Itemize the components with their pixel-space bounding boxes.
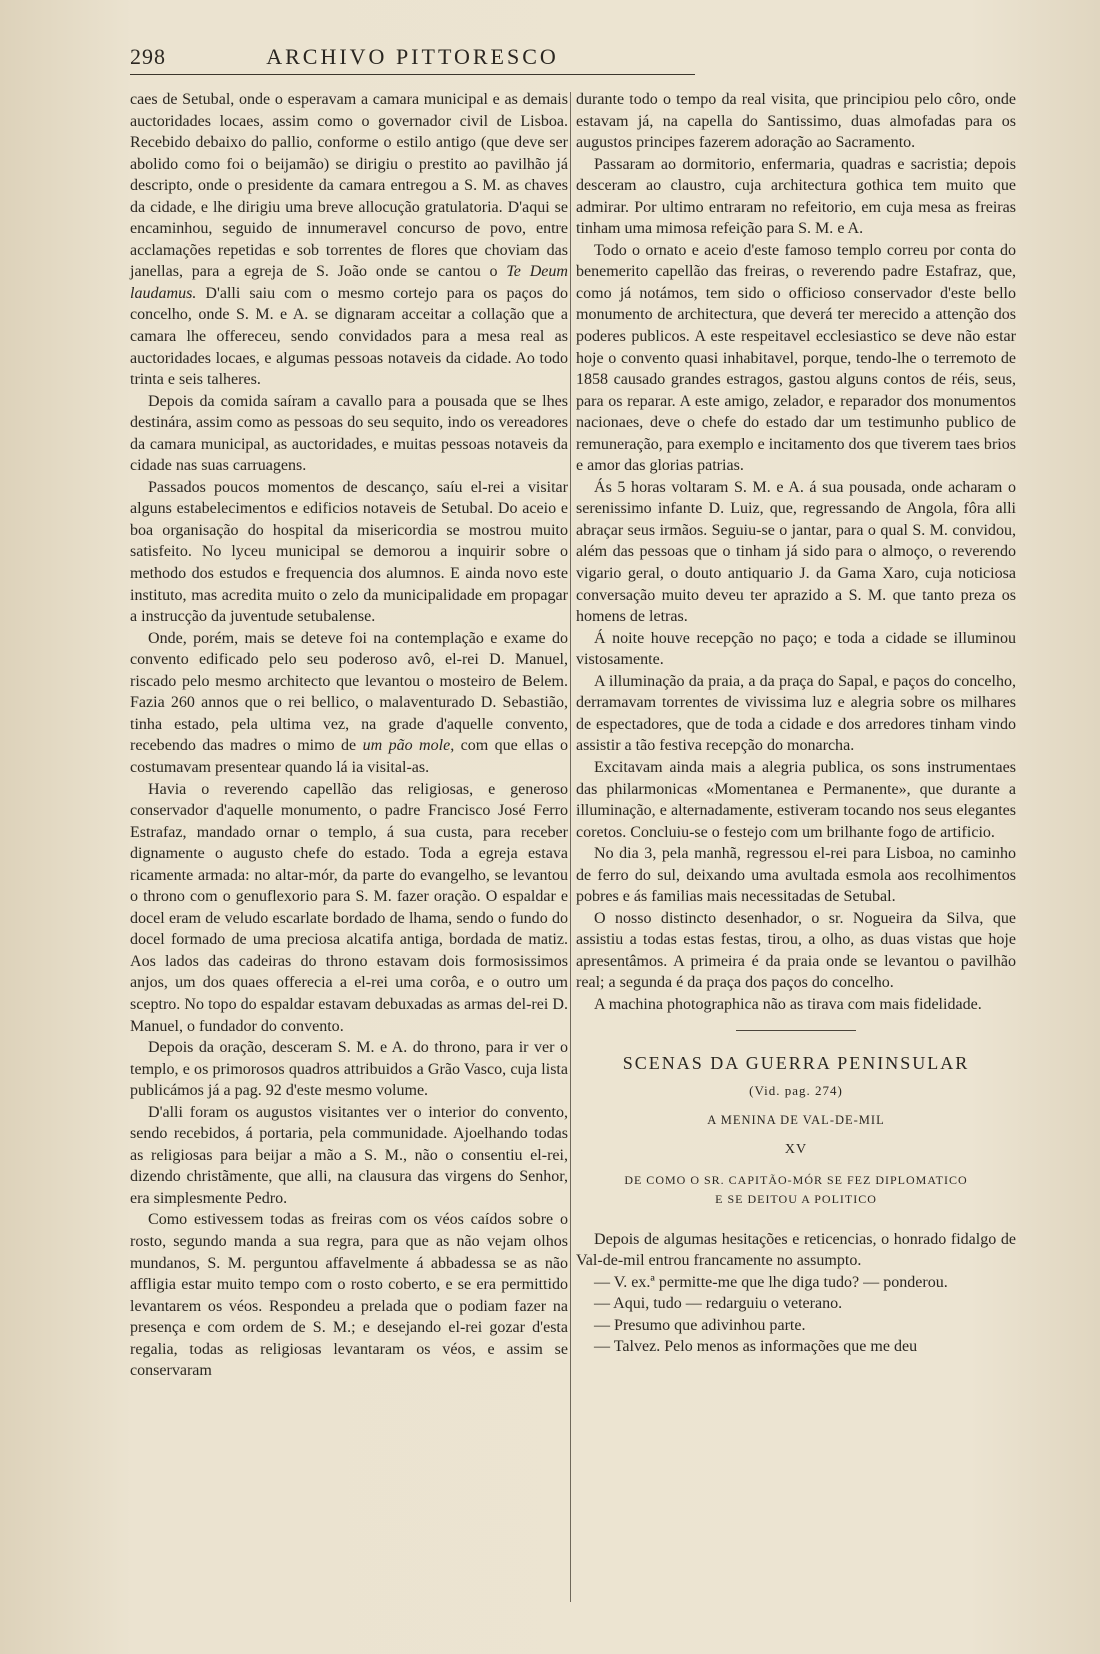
paragraph-text: Passados poucos momentos de descanço, saíu el-rei a visitar alguns estabelecimentos e edificios notaveis de Setubal. Do aceio e boa organisação do hospital da misericordia se mostrou muito satisfeito. No lyceu municipal se demorou a inquirir sobre o methodo dos estudos e frequencia dos alumnos. E ainda novo este instituto, mas acredita muito o zelo da municipalidade em propagar a instrucção da juventude setubalense. (130, 478, 568, 626)
paragraph-text: Passaram ao dormitorio, enfermaria, quadras e sacristia; depois desceram ao claustro, cuja architectura gothica tem muito que admirar. Por ultimo entraram no refeitorio, em cuja mesa as freiras tinham uma mimosa refeição para S. M. e A. (576, 155, 1016, 238)
paragraph-text: Havia o reverendo capellão das religiosas, e generoso conservador d'aquelle monumento, o padre Francisco José Ferro Estrafaz, mandado ornar o templo, á sua custa, para receber dignamente o augusto chefe do estado. Toda a egreja estava ricamente armada: no altar-mór, da parte do evangelho, se levantou o throno com o genuflexorio para S. M. fazer oração. O espaldar e docel eram de veludo escarlate bordado de lhama, sendo o fundo do docel formado de uma preciosa alcatifa antiga, bordada de matiz. Aos lados das cadeiras do throno estavam dois formosissimos anjos, um dos quaes offerecia a el-rei uma corôa, e o outro um sceptro. No topo do espaldar estavam debuxadas as armas del-rei D. Manuel, o fundador do convento. (130, 780, 568, 1035)
left-column (130, 89, 568, 1382)
section-reference: (Vid. pag. 274) (749, 1083, 843, 1099)
paragraph-text: — Aqui, tudo — redarguiu o veterano. (594, 1295, 843, 1313)
paragraph (576, 628, 1016, 671)
page-number: 298 (130, 44, 166, 69)
section-title: SCENAS DA GUERRA PENINSULAR (622, 1052, 970, 1073)
column-divider (570, 92, 571, 1602)
paragraph (576, 1229, 1016, 1272)
paragraph-text: Como estivessem todas as freiras com os véos caídos sobre o rosto, segundo manda a sua regra, para que as não vejam olhos mundanos, S. M. perguntou affavelmente á abbadessa se as não affligia estar muito tempo com o rosto coberto, e se era permittido levantarem os véos. Respondeu a prelada que o podiam fazer na presença e com ordem de S. M.; e desejando el-rei gozar d'esta regalia, todas as religiosas levantaram os véos, e assim se conservaram (130, 1211, 568, 1380)
italic-phrase: um pão mole, (362, 737, 455, 755)
paragraph (576, 757, 1016, 843)
paragraph (130, 1209, 568, 1381)
paragraph (576, 154, 1016, 240)
chapter-number: XV (784, 1142, 808, 1158)
paragraph-text: durante todo o tempo da real visita, que principiou pelo côro, onde estavam já, na capella do Santissimo, duas almofadas para os augustos principes fazerem adoração ao Sacramento. (576, 91, 1016, 152)
paragraph-text: A machina photographica não as tirava com mais fidelidade. (594, 995, 982, 1013)
paragraph-text: — V. ex.ª permitte-me que lhe diga tudo? — ponderou. (594, 1273, 948, 1291)
paragraph-text: Excitavam ainda mais a alegria publica, os sons instrumentaes das philarmonicas «Momentanea e Permanente», que durante a illuminação, e alternadamente, estiveram tocando nos seus elegantes coretos. Concluiu-se o festejo com um brilhante fogo de artificio. (576, 758, 1016, 841)
paragraph-text: — Talvez. Pelo menos as informações que me deu (594, 1338, 918, 1356)
paragraph-text-continued: D'alli saiu com o mesmo cortejo para os paços do concelho, onde S. M. e A. se dignaram acceitar a collação que a camara lhe offereceu, sendo convidados para a mesa real as auctoridades locaes, e algumas pessoas notaveis da cidade. Ao todo trinta e seis talheres. (130, 284, 568, 389)
paragraph (576, 1336, 1016, 1358)
paragraph-text: caes de Setubal, onde o esperavam a camara municipal e as demais auctoridades locaes, assim como o governador civil de Lisboa. Recebido debaixo do pallio, conforme o estilo antigo (que deve ser abolido como foi o beijamão) se dirigiu o prestito ao pavilhão já descripto, onde o presidente da camara entregou a S. M. as chaves da cidade, e lhe dirigiu uma breve allocução gratulatoria. D'aqui se encaminhou, seguido de innumeravel concurso de povo, entre acclamações repetidas e sob torrentes de flores que choviam das janellas, para a egreja de S. João onde se cantou o (130, 91, 568, 281)
paragraph-text: Ás 5 horas voltaram S. M. e A. á sua pousada, onde acharam o serenissimo infante D. Luiz, que, regressando de Angola, fôra alli abraçar seus irmãos. Seguiu-se o jantar, para o qual S. M. convidou, além das pessoas que o tinham já sido para o almoço, o reverendo vigario geral, o douto antiquario J. da Gama Xaro, cuja noticiosa conversação muito deveu ter aprazido a S. M. que tanto preza os homens de letras. (576, 478, 1016, 626)
paragraph-text: No dia 3, pela manhã, regressou el-rei para Lisboa, no caminho de ferro do sul, deixando uma avultada esmola aos recolhimentos pobres e ás familias mais necessitadas de Setubal. (576, 845, 1016, 906)
paragraph-text: Todo o ornato e aceio d'este famoso templo correu por conta do benemerito capellão das freiras, o reverendo padre Estafraz, que, como já notámos, tem sido o officioso conservador d'este bello monumento de architectura, que deverá ter merecido a attenção dos poderes publicos. A este respeitavel ecclesiastico se deve não estar hoje o convento quasi inhabitavel, porque, tendo-lhe o terremoto de 1858 causado grandes estragos, gastou alguns contos de réis, seus, para os reparar. A este amigo, zelador, e reparador dos monumentos nacionaes, deve o chefe do estado dar um testimunho publico de remuneração, para exemplo e incitamento dos que tiverem taes brios e amor das glorias patrias. (576, 241, 1016, 475)
paragraph (576, 843, 1016, 908)
chapter-title-line-2: E SE DEITOU A POLITICO (715, 1191, 877, 1206)
paragraph (130, 477, 568, 628)
paragraph (576, 89, 1016, 154)
paragraph-text: D'alli foram os augustos visitantes ver o interior do convento, sendo recebidos, á portaria, pela communidade. Ajoelhando todas as religiosas para beijar a mão a S. M., não o consentiu el-rei, dizendo christãmente, que alli, na clausura das virgens do Senhor, era simplesmente Pedro. (130, 1103, 568, 1207)
header-rule (130, 74, 695, 75)
paragraph (130, 779, 568, 1038)
chapter-title-line-1: DE COMO O SR. CAPITÃO-MÓR SE FEZ DIPLOMATICO (624, 1172, 968, 1187)
paragraph (576, 1272, 1016, 1294)
page-header (130, 44, 695, 74)
paragraph (130, 1037, 568, 1102)
paragraph (576, 240, 1016, 477)
paragraph-text: Á noite houve recepção no paço; e toda a cidade se illuminou vistosamente. (576, 629, 1016, 669)
chapter-title (576, 1171, 1016, 1209)
section-separator (736, 1030, 856, 1031)
paragraph-text: Depois da oração, desceram S. M. e A. do throno, para ir ver o templo, e os primorosos quadros attribuidos a Grão Vasco, cuja lista publicámos já a pag. 92 d'este mesmo volume. (130, 1039, 568, 1100)
section-subtitle: A MENINA DE VAL-DE-MIL (707, 1112, 885, 1127)
right-column-text (576, 89, 1016, 1016)
paragraph-text: Depois da comida saíram a cavallo para a pousada que se lhes destinára, assim como as pessoas do seu sequito, indo os vereadores da camara municipal, as auctoridades, e muitas pessoas notaveis da cidade nas suas carruagens. (130, 392, 568, 475)
paragraph (576, 908, 1016, 994)
paragraph (130, 89, 568, 391)
paragraph (576, 1293, 1016, 1315)
right-column (576, 89, 1016, 1358)
paragraph-text: Onde, porém, mais se deteve foi na contemplação e exame do convento edificado pelo seu poderoso avô, el-rei D. Manuel, riscado pelo mesmo architecto que levantou o mosteiro de Belem. Fazia 260 annos que o rei bellico, o malaventurado D. Sebastião, tinha estado, pela ultima vez, na grade d'aquelle convento, recebendo das madres o mimo de (130, 629, 568, 755)
paragraph-text: — Presumo que adivinhou parte. (594, 1316, 806, 1334)
paragraph (576, 1315, 1016, 1337)
journal-title: ARCHIVO PITTORESCO (266, 44, 559, 69)
paragraph (576, 477, 1016, 628)
paragraph (130, 391, 568, 477)
paragraph (130, 628, 568, 779)
paragraph-text-continued: com que ellas o costumavam presentear quando lá ia visital-as. (130, 737, 568, 776)
paragraph (576, 994, 1016, 1016)
paragraph-text: Depois de algumas hesitações e reticencias, o honrado fidalgo de Val-de-mil entrou francamente no assumpto. (576, 1230, 1016, 1270)
paragraph-text: A illuminação da praia, a da praça do Sapal, e paços do concelho, derramavam torrentes de vivissima luz e alegria sobre os milhares de espectadores, que de toda a cidade e dos arredores tinham vindo assistir a tão festiva recepção do monarcha. (576, 672, 1016, 755)
paragraph (130, 1102, 568, 1210)
italic-phrase: Te Deum laudamus. (130, 263, 568, 302)
paragraph (576, 671, 1016, 757)
section-text (576, 1229, 1016, 1358)
paragraph-text: O nosso distincto desenhador, o sr. Nogueira da Silva, que assistiu a todas estas festas, tirou, a olho, as duas vistas que hoje apresentâmos. A primeira é da praia onde se levantou o pavilhão real; a segunda é da praça dos paços do concelho. (576, 909, 1016, 992)
